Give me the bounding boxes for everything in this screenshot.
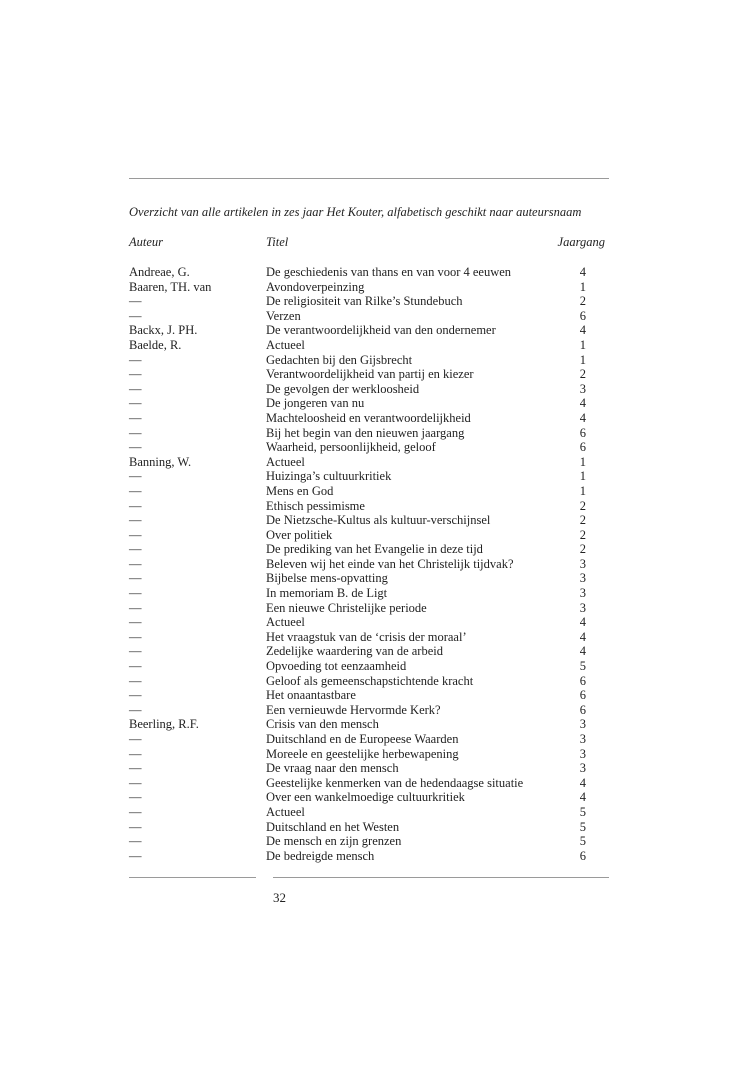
row-author: — [129,790,142,805]
row-year: 4 [579,410,586,425]
row-title: Verantwoordelijkheid van partij en kiezer [266,367,474,382]
row-year: 5 [579,804,586,819]
row-year: 2 [579,294,586,309]
row-title: Duitschland en de Europeese Waarden [266,732,459,746]
row-author: — [129,819,142,834]
table-row [129,528,586,543]
row-title: Actueel [266,615,305,630]
row-year: 1 [579,279,586,294]
row-year: 6 [579,848,586,863]
table-row [129,790,586,805]
table-row [129,396,586,411]
row-author: — [129,381,142,396]
row-title: De Nietzsche-Kultus als kultuur-verschijnsel [266,513,491,528]
row-title: Het vraagstuk van de ‘crisis der moraal’ [266,629,467,644]
row-year: 4 [579,644,586,659]
table-row [129,411,586,426]
row-title: Verzen [266,308,301,323]
header-author: Auteur [129,235,164,249]
row-year: 6 [579,425,586,440]
row-author: Andreae, G. [129,265,190,279]
row-year: 1 [579,454,586,469]
table-row [129,659,586,674]
article-list [129,265,586,863]
table-row [129,834,586,849]
row-title: Zedelijke waardering van de arbeid [266,644,443,659]
row-title: Bij het begin van den nieuwen jaargang [266,425,465,440]
table-row [129,294,586,309]
row-author: Beerling, R.F. [129,717,199,732]
row-author: — [129,498,142,513]
row-author: — [129,410,142,425]
table-row [129,382,586,397]
row-title: Mens en God [266,483,334,498]
table-row [129,557,586,572]
table-row [129,542,586,557]
row-author: — [129,308,142,323]
row-author: — [129,425,142,440]
row-author: — [129,732,142,746]
table-row [129,747,586,762]
row-author: — [129,542,142,557]
row-title: De vraag naar den mensch [266,761,399,776]
row-title: Opvoeding tot eenzaamheid [266,659,407,674]
row-author: — [129,629,142,644]
row-year: 2 [579,498,586,513]
row-title: Duitschland en het Westen [266,819,400,834]
row-title: Actueel [266,337,305,352]
row-title: De prediking van het Evangelie in deze tijd [266,542,483,557]
row-title: Waarheid, persoonlijkheid, geloof [266,440,436,455]
row-title: Geestelijke kenmerken van de hedendaagse situatie [266,775,524,790]
row-title: De gevolgen der werkloosheid [266,381,420,396]
row-year: 3 [579,600,586,615]
row-author: — [129,527,142,542]
table-row [129,644,586,659]
table-row [129,338,586,353]
row-author: — [129,483,142,498]
row-title: De jongeren van nu [266,396,365,411]
row-title: In memoriam B. de Ligt [266,586,388,601]
row-year: 1 [579,352,586,367]
row-author: — [129,556,142,571]
table-row [129,280,586,295]
table-row [129,353,586,368]
row-year: 3 [579,746,586,761]
row-author: — [129,615,142,630]
row-year: 3 [579,732,586,746]
row-author: — [129,746,142,761]
row-author: — [129,600,142,615]
row-year: 2 [579,527,586,542]
table-row [129,469,586,484]
row-title: Machteloosheid en verantwoordelijkheid [266,410,471,425]
row-title: De religiositeit van Rilke’s Stundebuch [266,294,463,309]
table-row [129,440,586,455]
table-row [129,820,586,835]
row-year: 6 [579,440,586,455]
table-row [129,674,586,689]
row-author: Banning, W. [129,454,192,469]
table-row [129,630,586,645]
row-title: Actueel [266,454,305,469]
row-title: Het onaantastbare [266,688,356,703]
table-row [129,805,586,820]
table-row [129,499,586,514]
row-author: Backx, J. PH. [129,323,198,338]
row-year: 6 [579,688,586,703]
row-author: — [129,367,142,382]
table-row [129,615,586,630]
top-rule [129,178,609,179]
row-author: — [129,469,142,484]
row-author: — [129,702,142,717]
row-author: Baaren, TH. van [129,279,212,294]
row-author: — [129,513,142,528]
row-title: Een vernieuwde Hervormde Kerk? [266,702,441,717]
row-title: Moreele en geestelijke herbewapening [266,746,459,761]
row-year: 4 [579,790,586,805]
row-year: 3 [579,571,586,586]
row-year: 5 [579,819,586,834]
row-year: 6 [579,702,586,717]
row-author: — [129,673,142,688]
row-year: 3 [579,381,586,396]
row-title: Avondoverpeinzing [266,279,365,294]
table-row [129,717,586,732]
row-title: Beleven wij het einde van het Christelijk tijdvak? [266,556,514,571]
row-author: — [129,775,142,790]
table-row [129,688,586,703]
row-year: 1 [579,469,586,484]
row-author: — [129,644,142,659]
table-row [129,776,586,791]
row-title: De geschiedenis van thans en van voor 4 eeuwen [266,265,512,279]
table-row [129,367,586,382]
row-year: 4 [579,629,586,644]
row-author: — [129,659,142,674]
row-title: Over een wankelmoedige cultuurkritiek [266,790,465,805]
table-row [129,571,586,586]
row-title: Een nieuwe Christelijke periode [266,600,427,615]
table-row [129,309,586,324]
table-row [129,513,586,528]
table-row [129,426,586,441]
footer-rule-left [129,877,256,878]
row-year: 4 [579,615,586,630]
row-year: 2 [579,367,586,382]
row-title: De verantwoordelijkheid van den ondernemer [266,323,496,338]
row-author: — [129,396,142,411]
row-year: 3 [579,717,586,732]
table-row [129,703,586,718]
row-year: 1 [579,483,586,498]
row-year: 4 [579,396,586,411]
row-author: — [129,352,142,367]
row-title: De bedreigde mensch [266,848,375,863]
row-year: 6 [579,673,586,688]
table-row [129,601,586,616]
page-number: 32 [273,890,286,905]
table-row [129,323,586,338]
row-year: 4 [579,323,586,338]
row-year: 6 [579,308,586,323]
row-year: 3 [579,586,586,601]
row-author: — [129,804,142,819]
row-title: Geloof als gemeenschapstichtende kracht [266,673,474,688]
row-year: 2 [579,542,586,557]
row-title: Crisis van den mensch [266,717,379,732]
table-row [129,761,586,776]
row-author: — [129,848,142,863]
row-author: — [129,294,142,309]
footer-rule-right [273,877,609,878]
row-year: 3 [579,761,586,776]
page-title: Overzicht van alle artikelen in zes jaar Het Kouter, alfabetisch geschikt naar auteursnaam [129,205,582,219]
table-row [129,455,586,470]
row-author: — [129,571,142,586]
row-title: Ethisch pessimisme [266,498,365,513]
row-year: 5 [579,659,586,674]
row-title: De mensch en zijn grenzen [266,834,402,849]
row-title: Bijbelse mens-opvatting [266,571,388,586]
row-title: Over politiek [266,527,333,542]
row-year: 3 [579,556,586,571]
row-author: — [129,688,142,703]
header-year: Jaargang [557,235,605,249]
row-year: 4 [579,265,586,279]
table-row [129,265,586,280]
row-author: — [129,586,142,601]
header-title: Titel [266,235,289,249]
table-row [129,732,586,747]
row-year: 4 [579,775,586,790]
row-title: Gedachten bij den Gijsbrecht [266,352,413,367]
row-year: 2 [579,513,586,528]
table-row [129,849,586,864]
row-author: — [129,761,142,776]
row-title: Actueel [266,804,305,819]
row-year: 5 [579,834,586,849]
row-title: Huizinga’s cultuurkritiek [266,469,392,484]
table-row [129,484,586,499]
row-author: — [129,834,142,849]
table-row [129,586,586,601]
row-author: — [129,440,142,455]
row-author: Baelde, R. [129,337,182,352]
row-year: 1 [579,337,586,352]
